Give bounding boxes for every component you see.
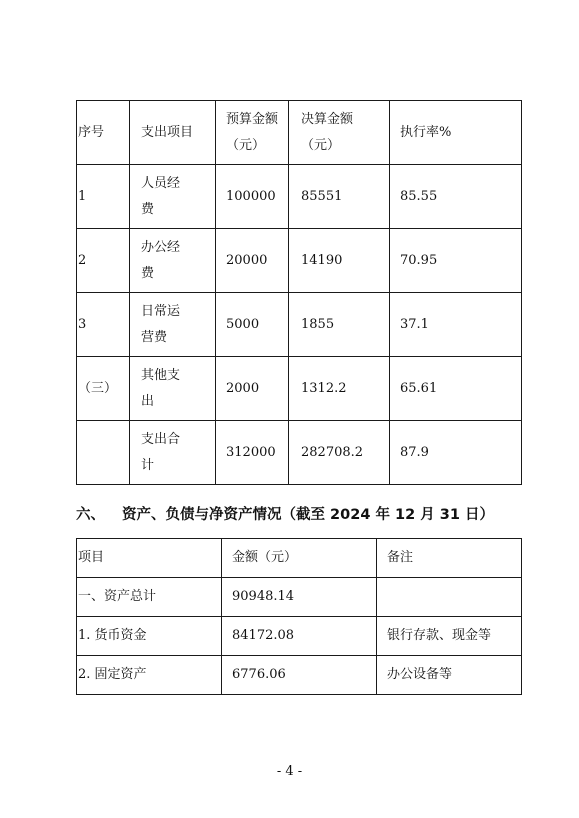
table-cell: 银行存款、现金等	[377, 617, 522, 656]
table-total-row	[77, 421, 522, 485]
table-cell: 支出合计	[130, 421, 216, 485]
table-row	[77, 578, 522, 617]
table-cell: 办公经费	[130, 229, 216, 293]
table-cell: 支出项目	[130, 101, 216, 165]
table-header-row	[77, 101, 522, 165]
table-row	[77, 229, 522, 293]
table-cell: 5000	[216, 293, 289, 357]
table-cell: 312000	[216, 421, 289, 485]
table-cell: 序号	[77, 101, 130, 165]
table-cell: 项目	[77, 539, 222, 578]
table-cell: 100000	[216, 165, 289, 229]
page-number: - 4 -	[276, 764, 303, 779]
table-cell: 1855	[289, 293, 390, 357]
table-cell: 备注	[377, 539, 522, 578]
table-cell: 决算金额（元）	[289, 101, 390, 165]
table-cell: 日常运营费	[130, 293, 216, 357]
table-cell: 执行率%	[390, 101, 522, 165]
table-cell: 3	[77, 293, 130, 357]
table-cell: 65.61	[390, 357, 522, 421]
table-cell: 20000	[216, 229, 289, 293]
table-row	[77, 165, 522, 229]
table-cell: 预算金额（元）	[216, 101, 289, 165]
section-number: 六、	[76, 507, 105, 523]
table-cell: 85.55	[390, 165, 522, 229]
table-cell: 2. 固定资产	[77, 656, 222, 695]
table-cell: （三）	[77, 357, 130, 421]
table-cell: 一、资产总计	[77, 578, 222, 617]
table-row	[77, 357, 522, 421]
table-cell: 70.95	[390, 229, 522, 293]
table-cell: 其他支出	[130, 357, 216, 421]
table-cell: 1	[77, 165, 130, 229]
table-cell: 90948.14	[222, 578, 377, 617]
table-cell: 1312.2	[289, 357, 390, 421]
table-cell: 2000	[216, 357, 289, 421]
table-row	[77, 617, 522, 656]
table-cell: 办公设备等	[377, 656, 522, 695]
table-cell	[77, 421, 130, 485]
table-cell: 人员经费	[130, 165, 216, 229]
table-row	[77, 656, 522, 695]
table-header-row	[77, 539, 522, 578]
table-cell: 2	[77, 229, 130, 293]
table-cell: 87.9	[390, 421, 522, 485]
table-row	[77, 293, 522, 357]
table-cell: 1. 货币资金	[77, 617, 222, 656]
section-title: 资产、负债与净资产情况（截至 2024 年 12 月 31 日）	[122, 507, 494, 523]
table-cell: 37.1	[390, 293, 522, 357]
expense-table	[76, 100, 522, 485]
table-cell: 84172.08	[222, 617, 377, 656]
table-cell: 6776.06	[222, 656, 377, 695]
table-cell: 金额（元）	[222, 539, 377, 578]
table-cell	[377, 578, 522, 617]
asset-table	[76, 538, 522, 695]
table-cell: 14190	[289, 229, 390, 293]
table-cell: 282708.2	[289, 421, 390, 485]
table-cell: 85551	[289, 165, 390, 229]
section-heading	[76, 503, 494, 524]
